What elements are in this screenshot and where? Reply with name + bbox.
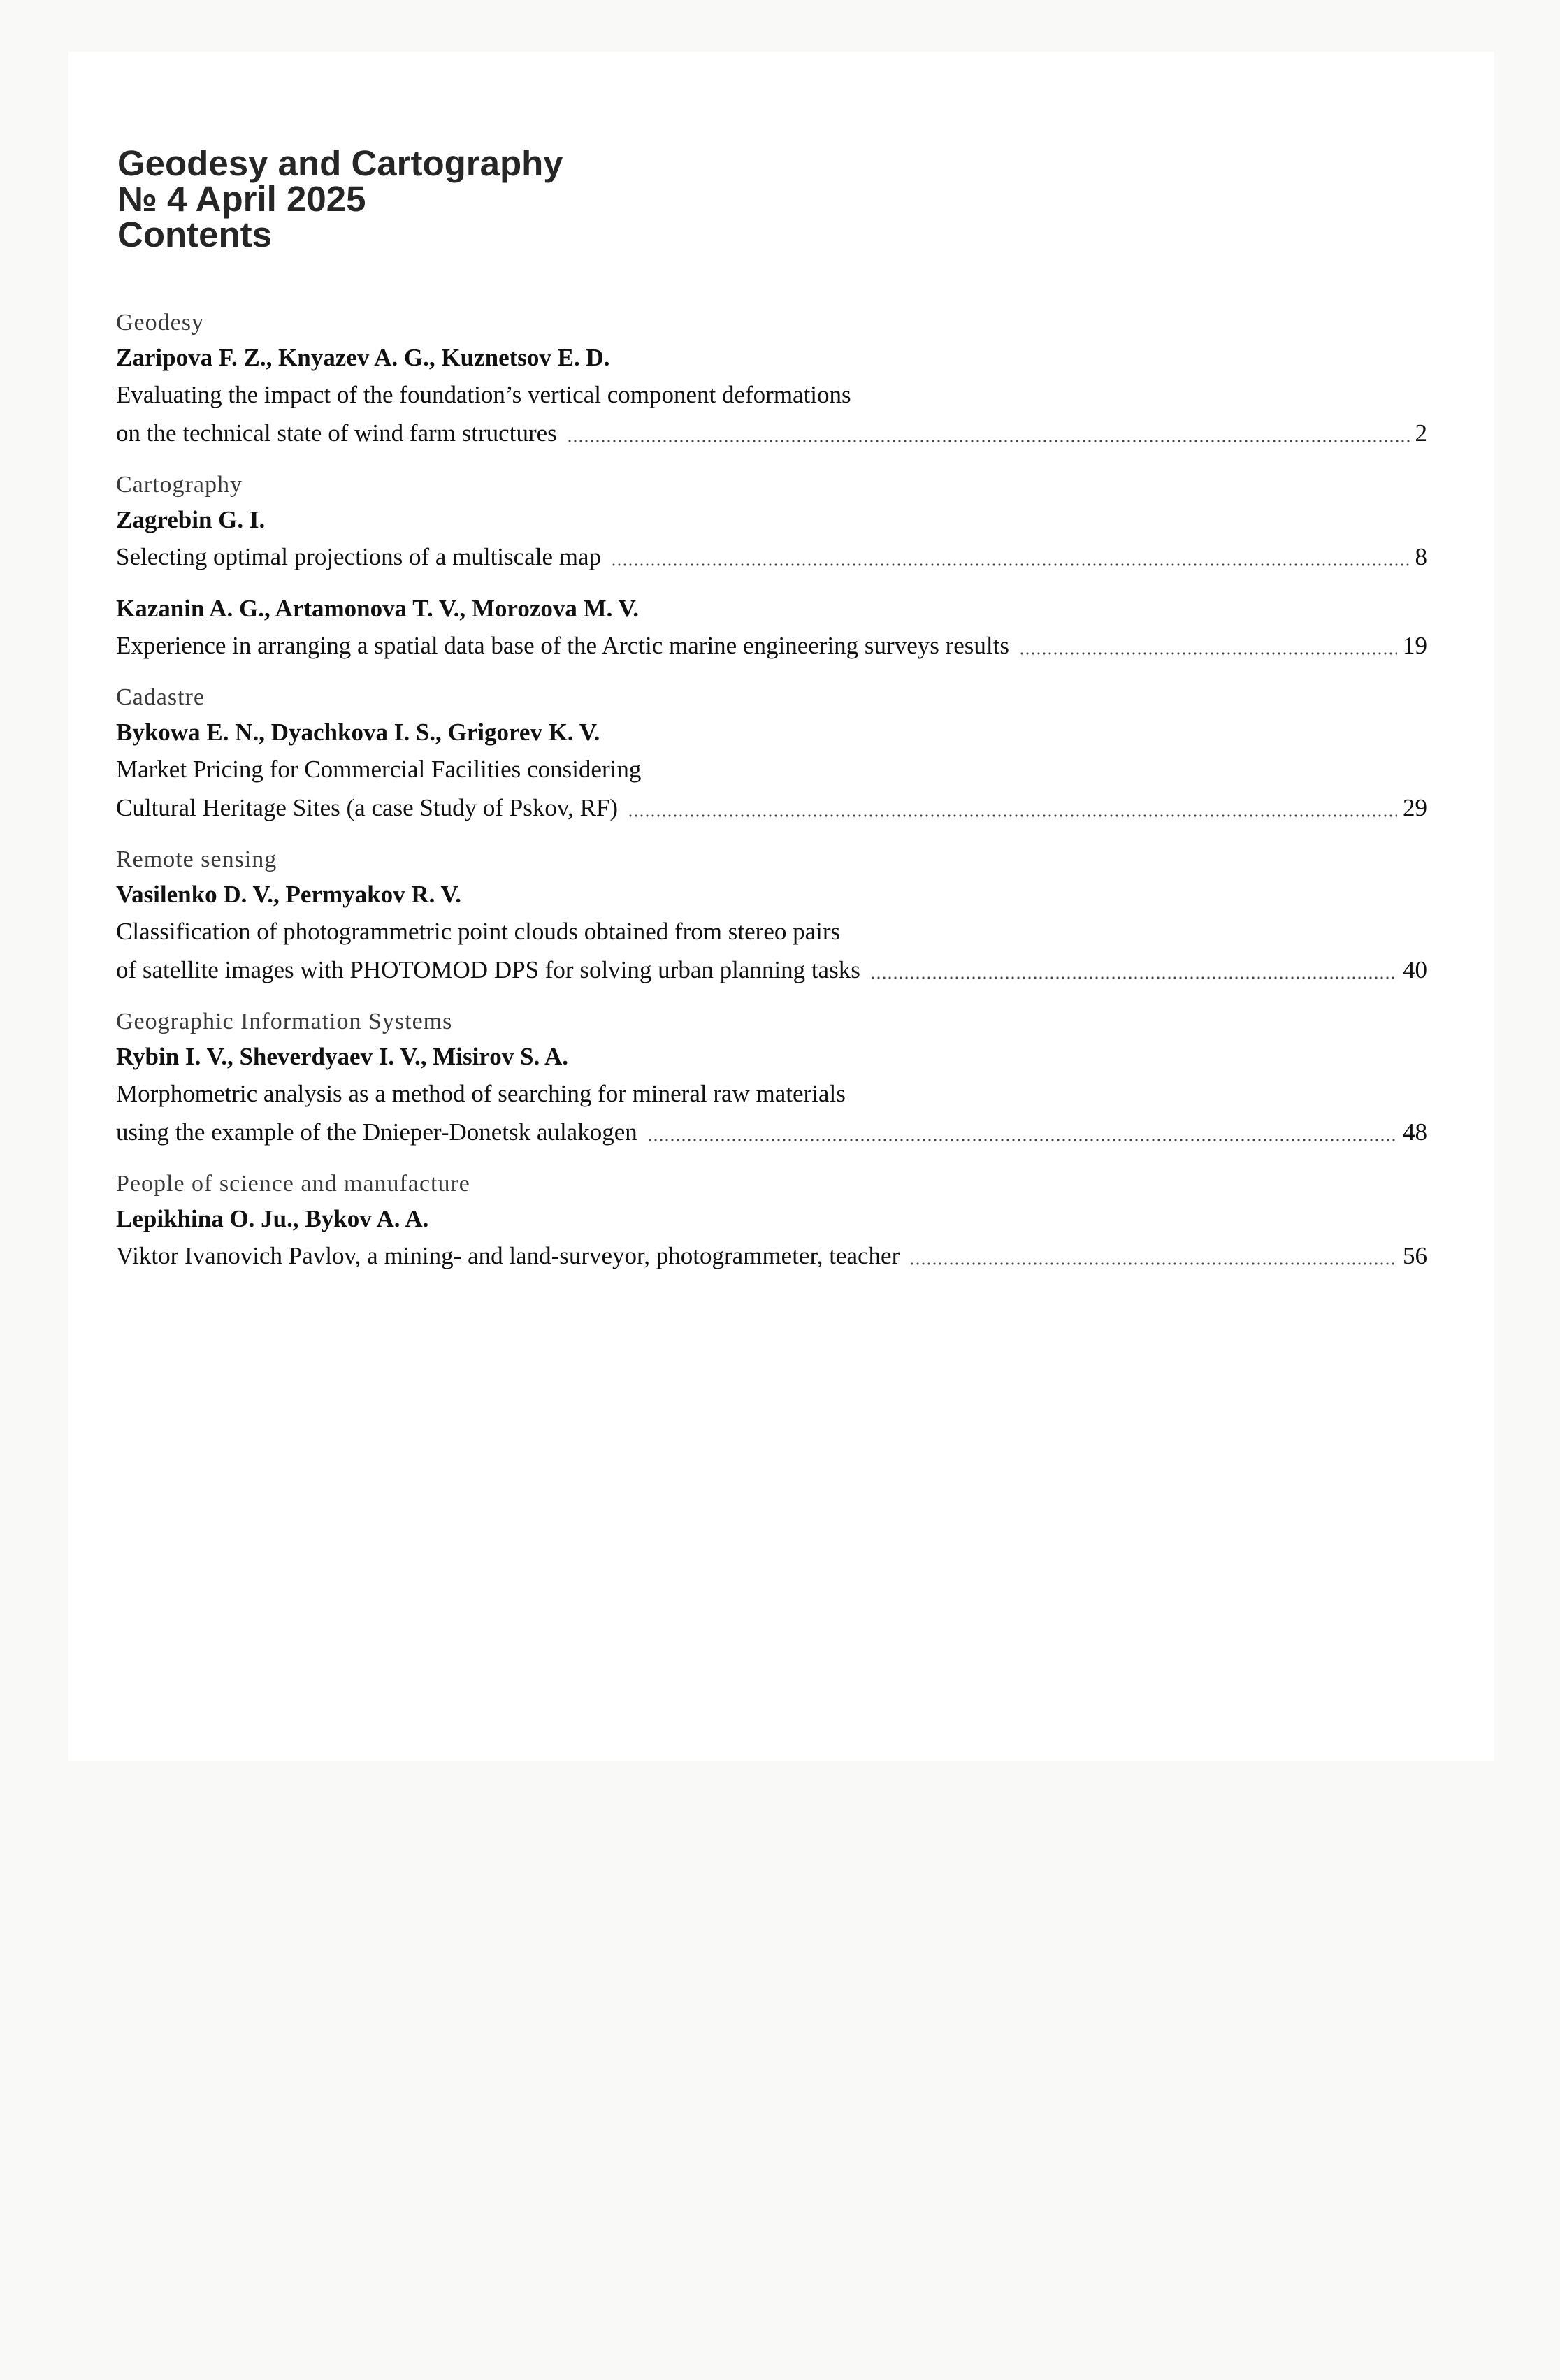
journal-header bbox=[117, 145, 563, 252]
entry-title-line: Classification of photogrammetric point clouds obtained from stereo pairs bbox=[116, 918, 841, 945]
toc-section bbox=[116, 468, 1427, 665]
entry-title-line: Morphometric analysis as a method of searching for mineral raw materials bbox=[116, 1080, 846, 1107]
toc-entry[interactable] bbox=[116, 340, 1427, 452]
page-number: 8 bbox=[1415, 543, 1427, 570]
entry-title-last-line: on the technical state of wind farm structures bbox=[116, 419, 557, 447]
section-rubric: Geodesy bbox=[116, 310, 204, 336]
journal-title: Geodesy and Cartography bbox=[117, 143, 563, 183]
entry-title-last-line: of satellite images with PHOTOMOD DPS for solving urban planning tasks bbox=[116, 956, 860, 983]
toc-section bbox=[116, 842, 1427, 989]
page-number: 19 bbox=[1403, 632, 1427, 659]
dot-leader bbox=[909, 1261, 1397, 1267]
section-rubric: Remote sensing bbox=[116, 846, 277, 872]
entry-title-with-page bbox=[116, 626, 1427, 665]
toc-entry[interactable] bbox=[116, 877, 1427, 989]
section-rubric: Geographic Information Systems bbox=[116, 1009, 453, 1034]
issue-line: № 4 April 2025 bbox=[117, 179, 366, 219]
entry-authors: Zagrebin G. I. bbox=[116, 506, 266, 533]
entry-title-with-page bbox=[116, 414, 1427, 452]
entry-title-with-page bbox=[116, 1113, 1427, 1151]
entry-title-line: Market Pricing for Commercial Facilities considering bbox=[116, 756, 642, 783]
toc-entry[interactable] bbox=[116, 715, 1427, 827]
toc-section bbox=[116, 1167, 1427, 1275]
dot-leader bbox=[1019, 651, 1397, 656]
dot-leader bbox=[567, 438, 1410, 444]
toc-entry[interactable] bbox=[116, 503, 1427, 576]
entry-authors: Kazanin A. G., Artamonova T. V., Morozova M. V. bbox=[116, 595, 640, 622]
section-rubric: People of science and manufacture bbox=[116, 1171, 470, 1197]
toc-entry[interactable] bbox=[116, 1202, 1427, 1275]
toc-entry[interactable] bbox=[116, 591, 1427, 665]
entry-authors: Bykowa E. N., Dyachkova I. S., Grigorev K. V. bbox=[116, 719, 600, 746]
toc-section bbox=[116, 680, 1427, 827]
entry-authors: Lepikhina O. Ju., Bykov A. A. bbox=[116, 1205, 429, 1232]
entry-title-line: Evaluating the impact of the foundation’s vertical component deformations bbox=[116, 381, 851, 408]
entry-authors: Zaripova F. Z., Knyazev A. G., Kuznetsov E. D. bbox=[116, 344, 610, 371]
entry-title-last-line: using the example of the Dnieper-Donetsk aulakogen bbox=[116, 1118, 637, 1146]
page-number: 40 bbox=[1403, 956, 1427, 983]
entry-authors: Rybin I. V., Sheverdyaev I. V., Misirov S. A. bbox=[116, 1043, 569, 1070]
entry-title-with-page bbox=[116, 1236, 1427, 1275]
entry-authors: Vasilenko D. V., Permyakov R. V. bbox=[116, 881, 461, 908]
page-number: 48 bbox=[1403, 1118, 1427, 1146]
dot-leader bbox=[870, 975, 1397, 981]
entry-title-last-line: Cultural Heritage Sites (a case Study of Pskov, RF) bbox=[116, 794, 619, 821]
section-rubric: Cadastre bbox=[116, 684, 205, 710]
table-of-contents bbox=[116, 305, 1427, 1290]
entry-title-last-line: Viktor Ivanovich Pavlov, a mining- and land-surveyor, photogrammeter, teacher bbox=[116, 1242, 900, 1269]
entry-title-last-line: Selecting optimal projections of a multiscale map bbox=[116, 543, 601, 570]
entry-title-with-page bbox=[116, 951, 1427, 989]
page-number: 56 bbox=[1403, 1242, 1427, 1269]
entry-title-with-page bbox=[116, 538, 1427, 576]
page-number: 2 bbox=[1415, 419, 1427, 447]
toc-section bbox=[116, 305, 1427, 452]
dot-leader bbox=[647, 1137, 1397, 1143]
contents-heading: Contents bbox=[117, 215, 272, 254]
page-number: 29 bbox=[1403, 794, 1427, 821]
entry-title-last-line: Experience in arranging a spatial data base of the Arctic marine engineering surveys results bbox=[116, 632, 1009, 659]
dot-leader bbox=[611, 562, 1410, 568]
dot-leader bbox=[628, 813, 1397, 818]
section-rubric: Cartography bbox=[116, 472, 243, 498]
toc-entry[interactable] bbox=[116, 1039, 1427, 1151]
toc-section bbox=[116, 1004, 1427, 1151]
entry-title-with-page bbox=[116, 788, 1427, 827]
